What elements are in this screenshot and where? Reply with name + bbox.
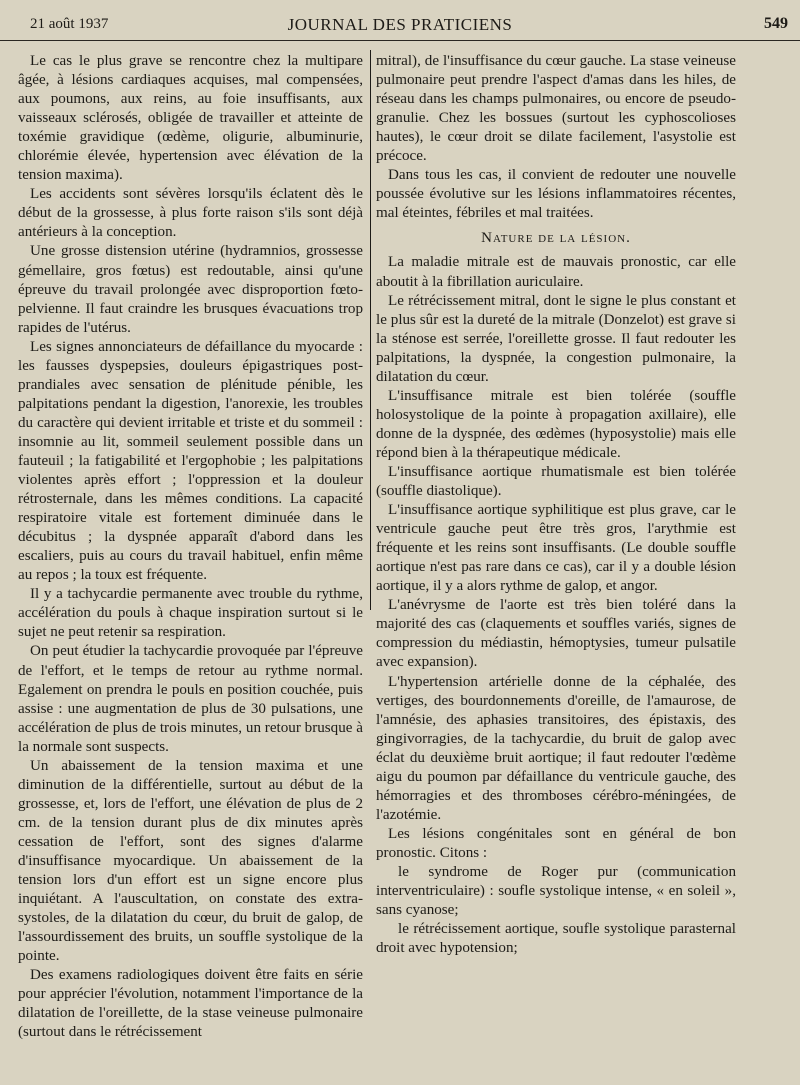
paragraph: Un abaissement de la tension maxima et une diminution de la différentielle, surtout au début de la grossesse, et, lors de l'effort, une élévation de plus de 2 cm. de la tension durant plus de dix minutes après cessation de l'effort, sont des signes d'alarme d'insuffisance myocardique. Un abaissement de la tension lors d'un effort est un signe encore plus inquiétant. A l'auscultation, on constate des extra-systoles, de la dilatation du cœur, du bruit de galop, de l'assourdissement des bruits, un souffle systolique de la pointe. (18, 757, 363, 965)
paragraph: L'insuffisance mitrale est bien tolérée (souffle holosystolique de la pointe à propagation axillaire), elle donne de la dyspnée, des œdèmes (hyposystolie) mais elle répond bien à la thérapeutique médicale. (376, 387, 736, 461)
paragraph: Les lésions congénitales sont en général de bon pronostic. Citons : (376, 825, 736, 861)
paragraph: Il y a tachycardie permanente avec trouble du rythme, accélération du pouls à chaque inspiration surtout si le sujet ne peut retenir sa respiration. (18, 586, 363, 641)
journal-title: JOURNAL DES PRATICIENS (287, 15, 513, 34)
paragraph: Le cas le plus grave se rencontre chez la multipare âgée, à lésions cardiaques acquises, mal compensées, aux poumons, aux reins, au foie insuffisants, aux vaisseaux sclérosés, obligée de travailler et atteinte de toxémie gravidique (œdème, oligurie, albuminurie, chlorémie élevée, hypertension avec élévation de la tension maxima). (18, 53, 363, 184)
paragraph: Les signes annonciateurs de défaillance du myocarde : les fausses dyspepsies, douleurs épigastriques post-prandiales avec sensation de plénitude pénible, les palpitations pendant la digestion, l'anorexie, les troubles du caractère qui devient irritable et triste et du sommeil : insomnie au lit, sommeil seulement possible dans un fauteuil ; la fatigabilité et l'ergophobie ; les palpitations violentes après effort ; l'oppression et la douleur rétrosternale, dans les mêmes conditions. La capacité respiratoire vitale est fortement diminuée dans le décubitus ; la dyspnée apparaît d'abord dans les escaliers, puis au cours du travail habituel, enfin même au repos ; la toux est fréquente. (18, 338, 363, 584)
paragraph: Le rétrécissement mitral, dont le signe le plus constant et le plus sûr est la dureté de la mitrale (Donzelot) est grave si la sténose est serrée, l'oreillette grosse. Il faut redouter les palpitations, la dyspnée, la congestion pulmonaire, la dilatation du cœur. (376, 292, 736, 385)
paragraph: Des examens radiologiques doivent être faits en série pour apprécier l'évolution, notamment l'importance de la dilatation de l'oreillette, de la stase veineuse pulmonaire (surtout dans le rétrécissement (18, 967, 363, 1041)
paragraph: mitral), de l'insuffisance du cœur gauche. La stase veineuse pulmonaire peut prendre l'aspect d'amas dans les hiles, de réseau dans les champs pulmonaires, ou encore de pseudo-granulie. Chez les bossues (surtout les cyphoscolioses hautes), le cœur droit se dilate facilement, l'asystolie est précoce. (376, 53, 736, 165)
paragraph: La maladie mitrale est de mauvais pronostic, car elle aboutit à la fibrillation auriculaire. (376, 254, 736, 290)
paragraph: Dans tous les cas, il convient de redouter une nouvelle poussée évolutive sur les lésions inflammatoires récentes, mal éteintes, fébriles et mal traitées. (376, 167, 736, 222)
paragraph: Les accidents sont sévères lorsqu'ils éclatent dès le début de la grossesse, à plus forte raison s'ils sont déjà antérieurs à la conception. (18, 186, 363, 241)
paragraph: L'anévrysme de l'aorte est très bien toléré dans la majorité des cas (claquements et souffles variés, signes de compression du médiastin, hémoptysies, tumeur pulsatile avec expansion). (376, 597, 736, 671)
issue-date: 21 août 1937 (30, 16, 109, 32)
page-number: 549 (764, 15, 788, 32)
paragraph: L'insuffisance aortique rhumatismale est bien tolérée (souffle diastolique). (376, 463, 736, 500)
right-column (376, 52, 736, 958)
section-heading: Nature de la lésion. (481, 230, 631, 247)
column-divider (370, 50, 371, 610)
list-item: le syndrome de Roger pur (communication interventriculaire) : soufle systolique intense, « en soleil », sans cyanose; (376, 863, 736, 919)
list-item: le rétrécissement aortique, soufle systolique parasternal droit avec hypotension; (376, 921, 736, 957)
paragraph: L'insuffisance aortique syphilitique est plus grave, car le ventricule gauche peut être très gros, l'arythmie est fréquente et les reins sont insuffisants. (Le double souffle aortique n'est pas rare dans ce cas), car il y a double lésion aortique, il y a alors rythme de galop, et angor. (376, 502, 736, 595)
left-column (18, 52, 363, 1042)
page-header (0, 14, 800, 41)
paragraph: Une grosse distension utérine (hydramnios, grossesse gémellaire, gros fœtus) est redoutable, ainsi qu'une épreuve du travail prolongée avec disproportion fœto-pelvienne. Il faut craindre les brusques évacuations trop rapides de l'utérus. (18, 243, 363, 336)
paragraph: L'hypertension artérielle donne de la céphalée, des vertiges, des bourdonnements d'oreille, de l'amaurose, de l'amnésie, des aphasies transitoires, des épistaxis, des gingivorragies, de la tachycardie, du bruit de galop avec éclat du deuxième bruit aortique; il faut redouter l'œdème aigu du poumon par défaillance du ventricule gauche, des hémorragies et des thromboses cérébro-méningées, de l'azotémie. (376, 673, 736, 823)
paragraph: On peut étudier la tachycardie provoquée par l'épreuve de l'effort, et le temps de retour au rythme normal. Egalement on prendra le pouls en position couchée, puis assise : une augmentation de plus de 30 pulsations, une accélération de plus de trois minutes, un retour brusque à la normale sont suspects. (18, 643, 363, 755)
